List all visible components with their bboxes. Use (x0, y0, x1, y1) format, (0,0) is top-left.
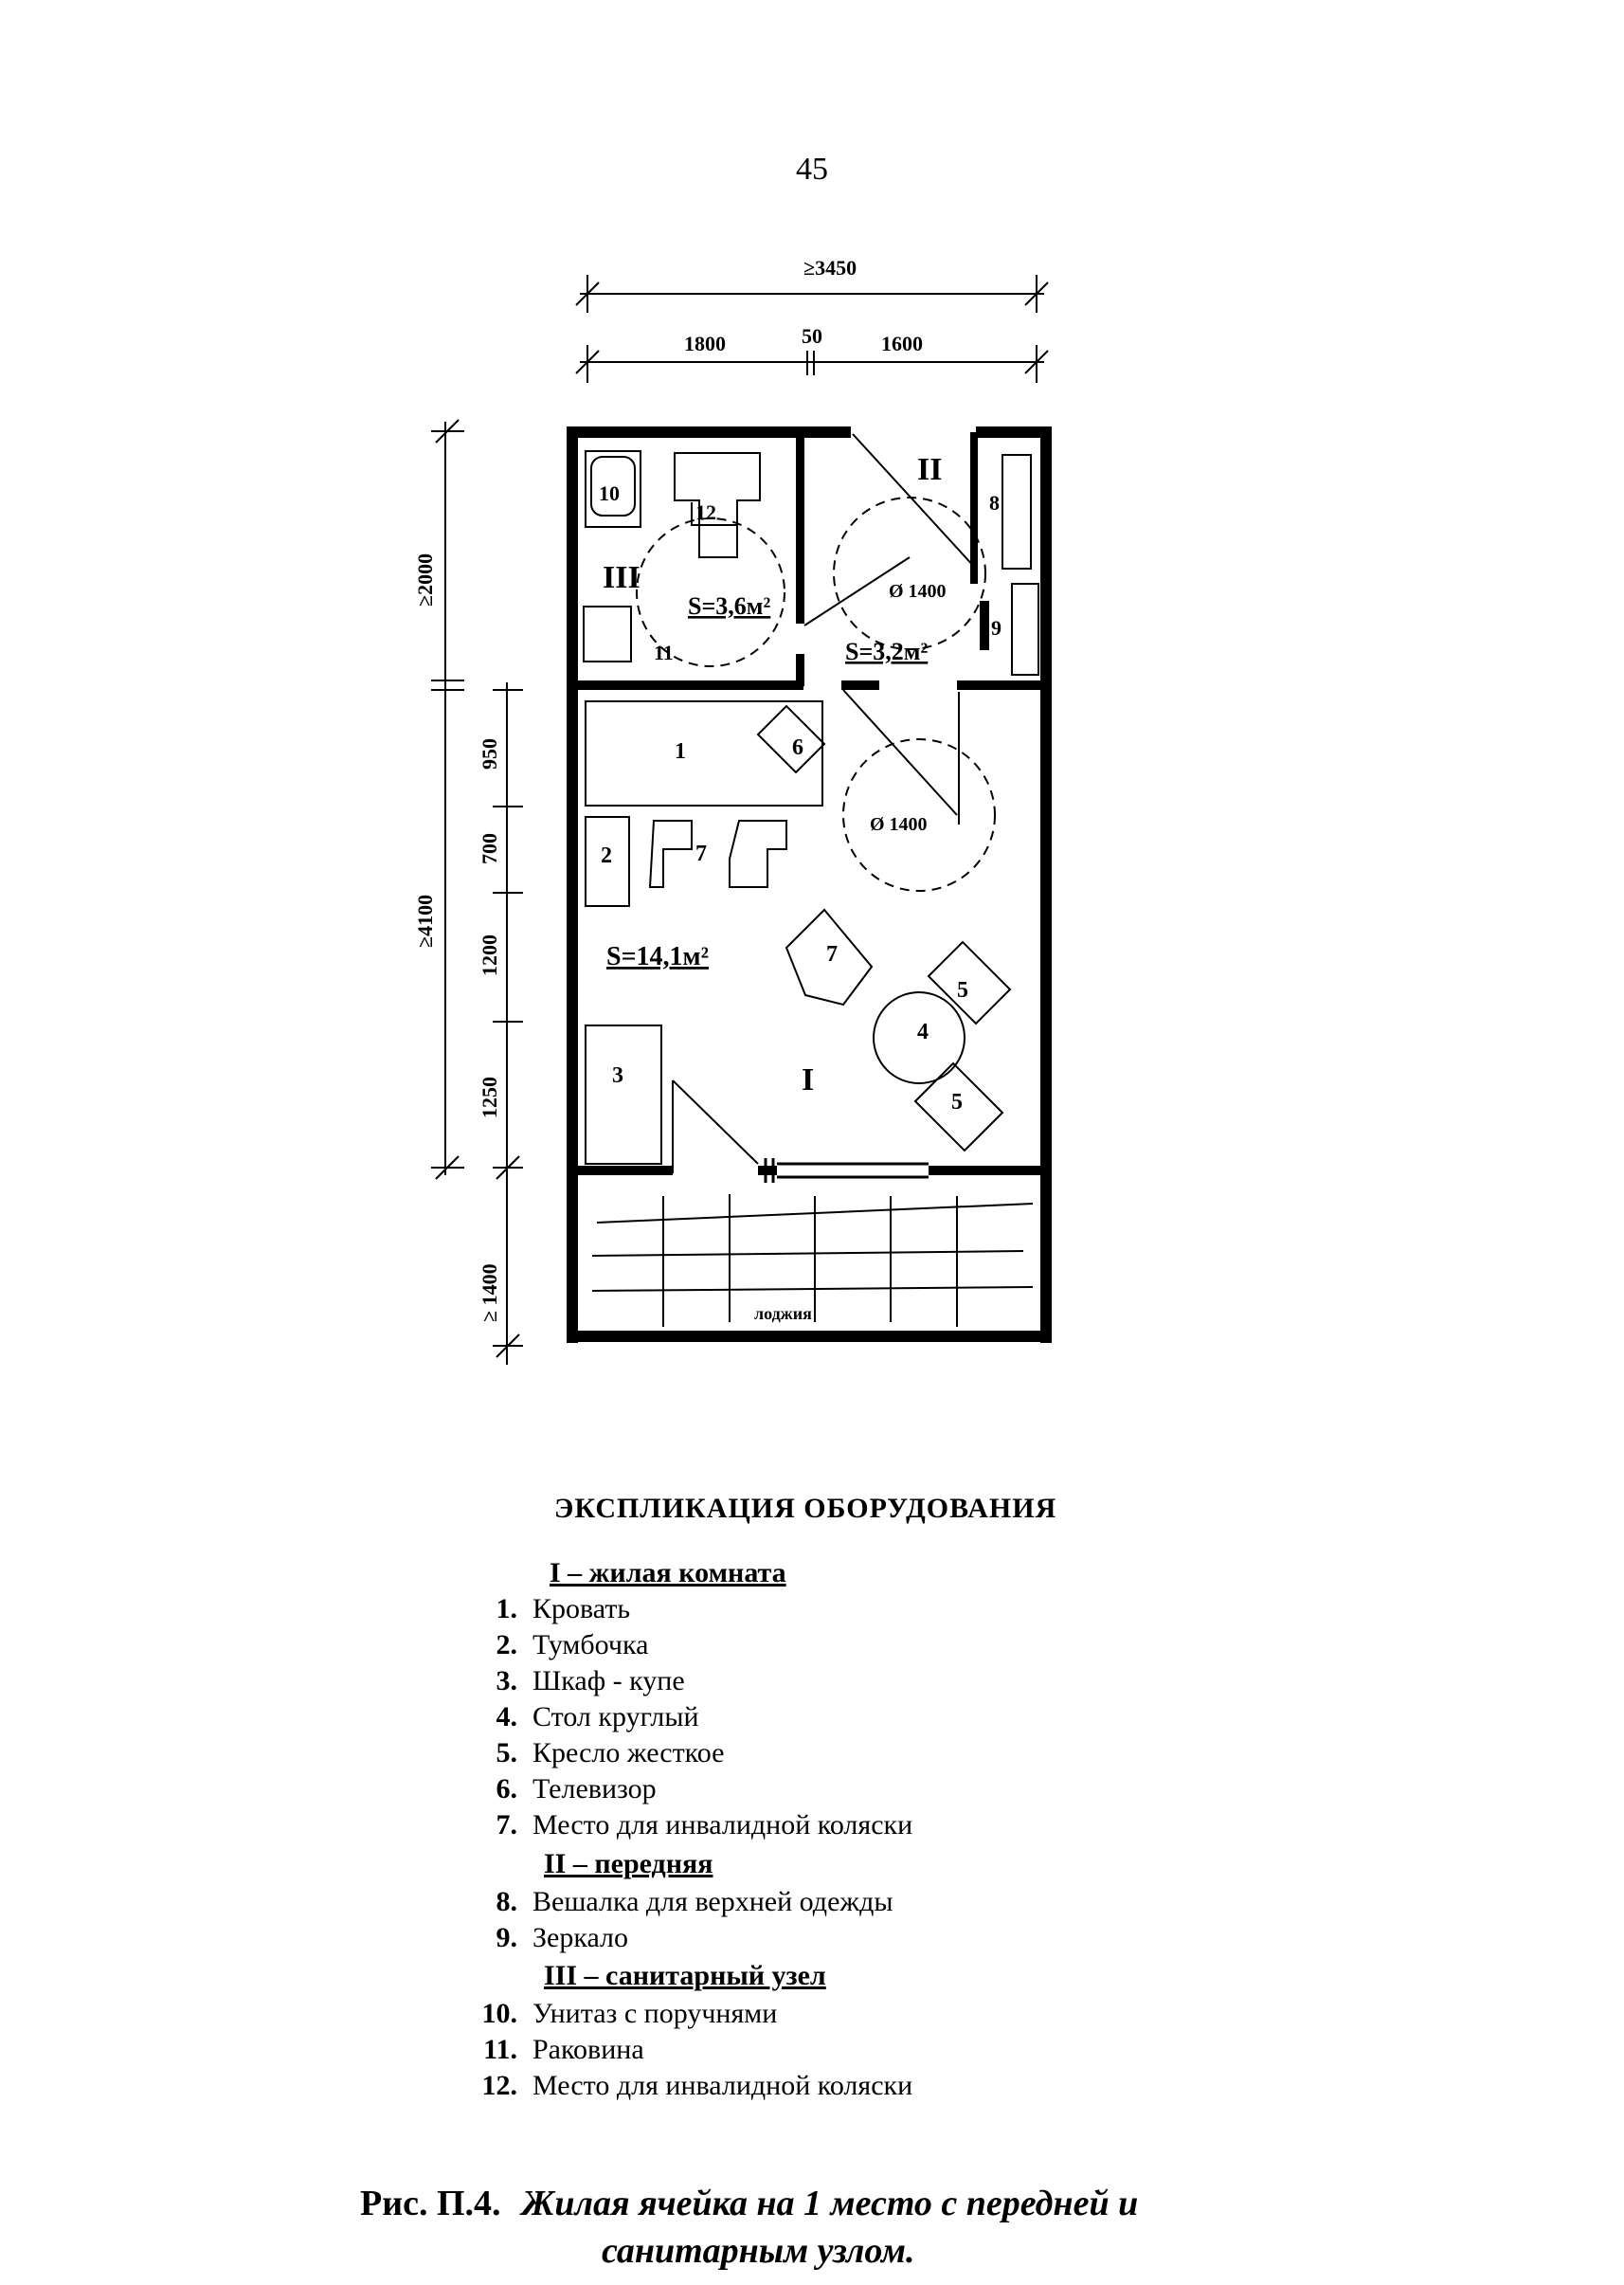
legend-item: 3. Шкаф - купе (496, 1665, 685, 1696)
turning-circles (637, 498, 995, 891)
legend-item: 8. Вешалка для верхней одежды (496, 1886, 893, 1917)
legend-item: 12. Место для инвалидной коляски (481, 2070, 913, 2101)
legend-item: 10. Унитаз с поручнями (481, 1998, 778, 2029)
item-12: 12 (695, 500, 716, 524)
page-number: 45 (796, 152, 828, 187)
item-10: 10 (599, 481, 620, 505)
item-5b: 5 (951, 1090, 963, 1115)
item-3: 3 (612, 1063, 623, 1088)
legend-item: 11. Раковина (483, 2034, 644, 2065)
item-9: 9 (991, 616, 1001, 640)
dim-loggia-depth: ≥ 1400 (478, 1263, 501, 1322)
item-1: 1 (675, 739, 686, 764)
area-hall: S=3,2м² (845, 638, 929, 665)
figure-caption (360, 2180, 1308, 2275)
living-furniture (586, 701, 1010, 1164)
area-bath: S=3,6м² (688, 592, 771, 620)
legend-section-bath: III – санитарный узел (544, 1960, 826, 1991)
legend-item: 7. Место для инвалидной коляски (496, 1809, 913, 1841)
legend-item: 6. Телевизор (496, 1773, 657, 1804)
dim-1200: 1200 (478, 934, 501, 976)
legend-item: 4. Стол круглый (496, 1701, 699, 1732)
dim-right-width: 1600 (881, 332, 923, 355)
dim-700: 700 (478, 833, 501, 864)
dim-overall-width: ≥3450 (803, 256, 857, 280)
legend-item: 5. Кресло жесткое (496, 1737, 725, 1768)
dim-gap: 50 (802, 324, 822, 348)
item-7b: 7 (826, 942, 838, 967)
balcony-window (766, 1158, 929, 1183)
room-label-living: I (802, 1062, 815, 1097)
legend-section-living: I – жилая комната (550, 1557, 786, 1588)
loggia-label: лоджия (754, 1304, 812, 1323)
dim-950: 950 (478, 738, 501, 770)
legend-item: 2. Тумбочка (496, 1629, 649, 1660)
item-6: 6 (792, 735, 803, 760)
dim-main-height: ≥4100 (413, 894, 437, 948)
hall-fixtures (1002, 455, 1038, 675)
legend-section-hall: II – передняя (544, 1848, 713, 1879)
door-swings (673, 434, 976, 1173)
room-label-bath: III (603, 560, 641, 595)
legend-item: 1. Кровать (496, 1593, 631, 1624)
item-5a: 5 (957, 978, 968, 1003)
room-label-hall: II (917, 452, 943, 487)
loggia-grid (592, 1194, 1033, 1327)
caption-line-2: санитарным узлом. (602, 2231, 915, 2271)
item-2: 2 (601, 843, 612, 868)
dim-left-width: 1800 (684, 332, 726, 355)
dim-1250: 1250 (478, 1077, 501, 1118)
item-11: 11 (654, 641, 674, 664)
caption-label: Рис. П.4. (360, 2184, 501, 2223)
height-dimensions (431, 420, 523, 1365)
item-4: 4 (917, 1020, 929, 1044)
circle-label-living: Ø 1400 (870, 814, 928, 835)
circle-label-hall: Ø 1400 (889, 581, 947, 602)
area-living: S=14,1м² (606, 942, 709, 971)
caption-line-1: Жилая ячейка на 1 место с передней и (521, 2184, 1139, 2223)
legend-title: ЭКСПЛИКАЦИЯ ОБОРУДОВАНИЯ (554, 1493, 1057, 1524)
dim-top-height: ≥2000 (413, 553, 437, 607)
item-8: 8 (989, 491, 1000, 515)
item-7a: 7 (695, 842, 707, 866)
legend-item: 9. Зеркало (496, 1922, 629, 1953)
